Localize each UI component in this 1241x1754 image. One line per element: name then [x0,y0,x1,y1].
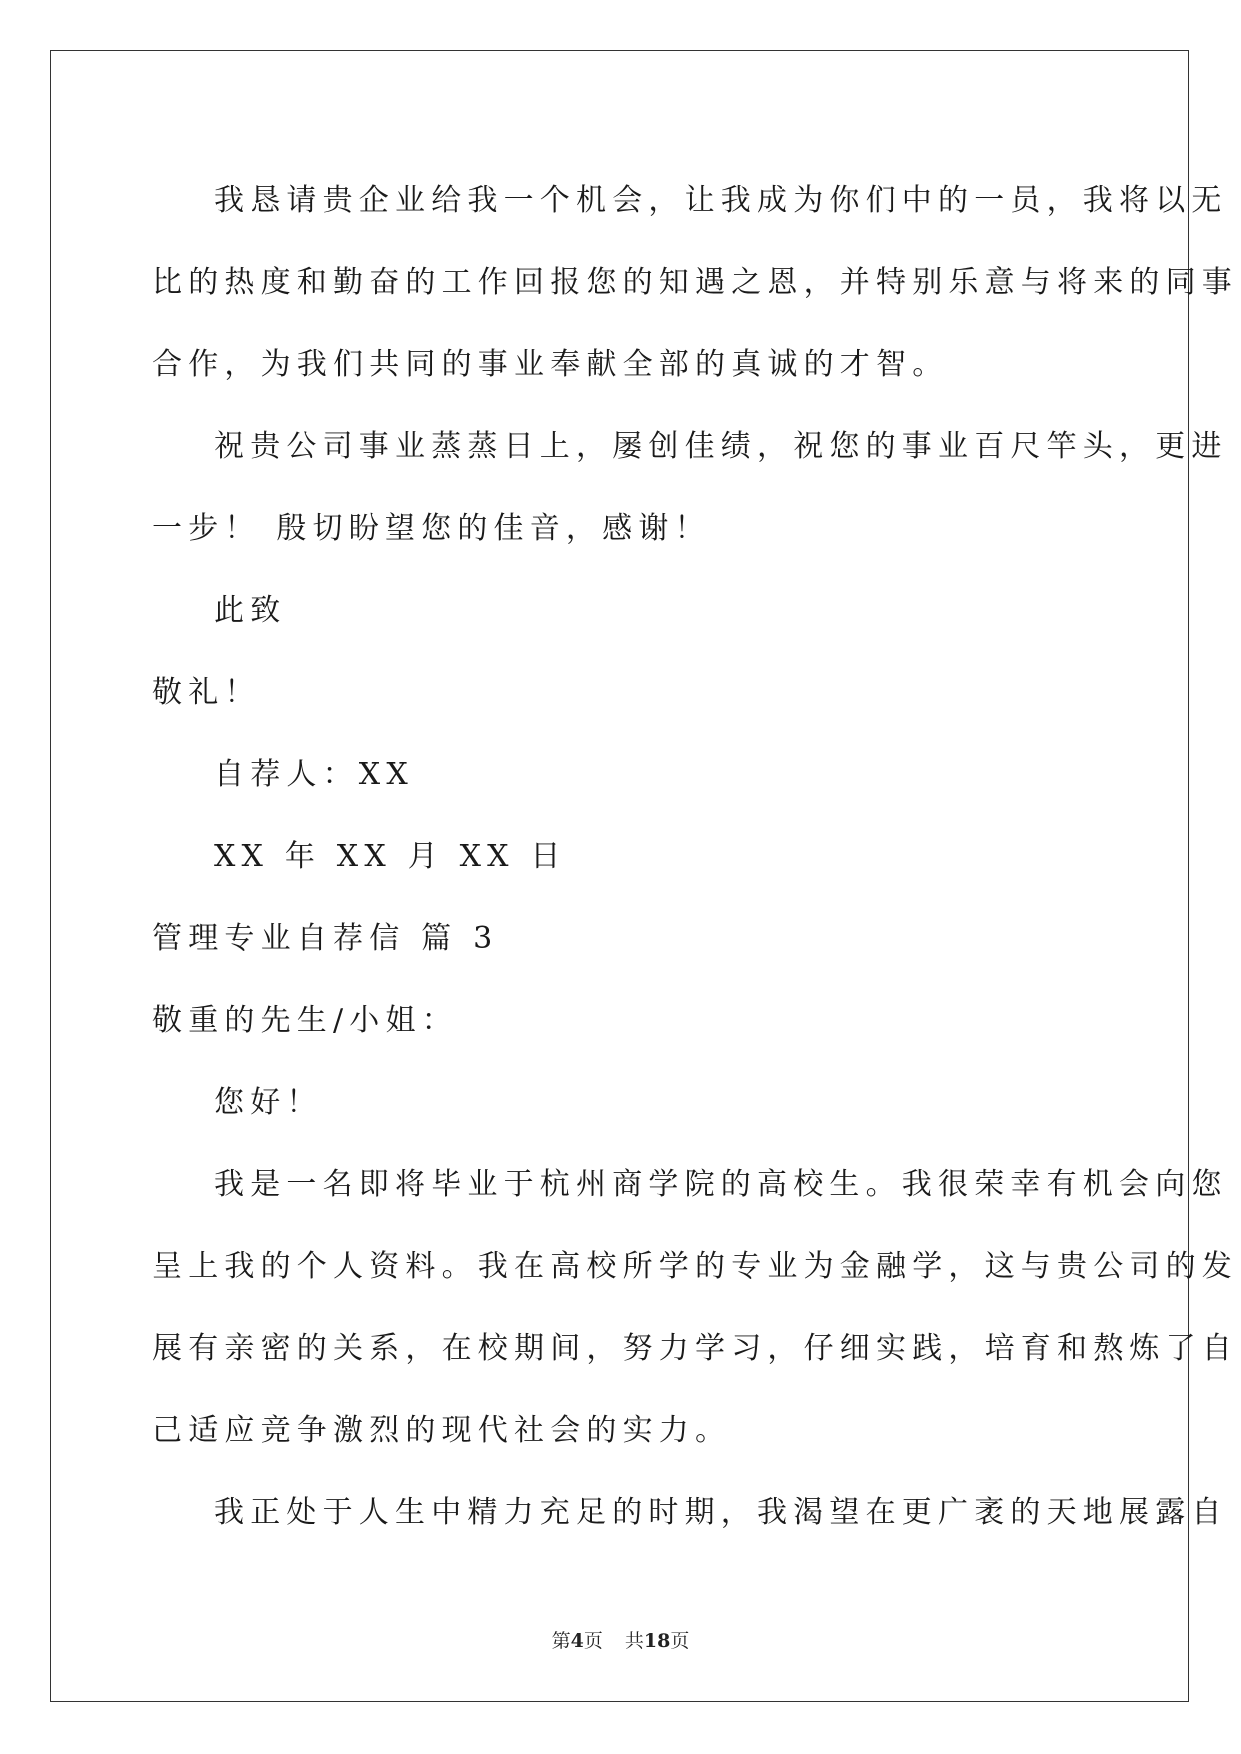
section-heading: 管理专业自荐信 篇 3 [152,921,499,956]
greeting-recipient: 敬重的先生/小姐： [152,1003,458,1038]
paragraph-line: 祝贵公司事业蒸蒸日上，屡创佳绩，祝您的事业百尺竿头，更进 [214,429,1228,464]
closing-regards: 敬礼！ [152,675,261,710]
paragraph-line: 展有亲密的关系，在校期间，努力学习，仔细实践，培育和熬炼了自 [152,1331,1238,1366]
paragraph-line: 合作，为我们共同的事业奉献全部的真诚的才智。 [152,347,949,382]
paragraph-line: 一步！ 殷切盼望您的佳音，感谢！ [152,511,711,546]
signature-line: 自荐人：XX [214,757,414,792]
date-line: XX 年 XX 月 XX 日 [214,839,567,874]
greeting: 您好！ [214,1085,323,1120]
page-prefix: 第 [551,1630,571,1652]
paragraph-line: 我是一名即将毕业于杭州商学院的高校生。我很荣幸有机会向您 [214,1167,1228,1202]
paragraph-line: 呈上我的个人资料。我在高校所学的专业为金融学，这与贵公司的发 [152,1249,1238,1284]
total-prefix: 共 [624,1630,644,1652]
paragraph-line: 我正处于人生中精力充足的时期，我渴望在更广袤的天地展露自 [214,1495,1228,1530]
paragraph-line: 我恳请贵企业给我一个机会，让我成为你们中的一员，我将以无 [214,183,1228,218]
page-footer [0,1626,1241,1653]
paragraph-line: 比的热度和勤奋的工作回报您的知遇之恩，并特别乐意与将来的同事 [152,265,1238,300]
page-suffix: 页 [583,1630,603,1652]
total-page-number: 18 [643,1630,671,1652]
document-body [152,160,1238,1554]
paragraph-line: 己适应竞争激烈的现代社会的实力。 [152,1413,732,1448]
current-page-number: 4 [570,1630,584,1652]
closing-salutation: 此致 [214,593,287,628]
total-suffix: 页 [670,1630,690,1652]
